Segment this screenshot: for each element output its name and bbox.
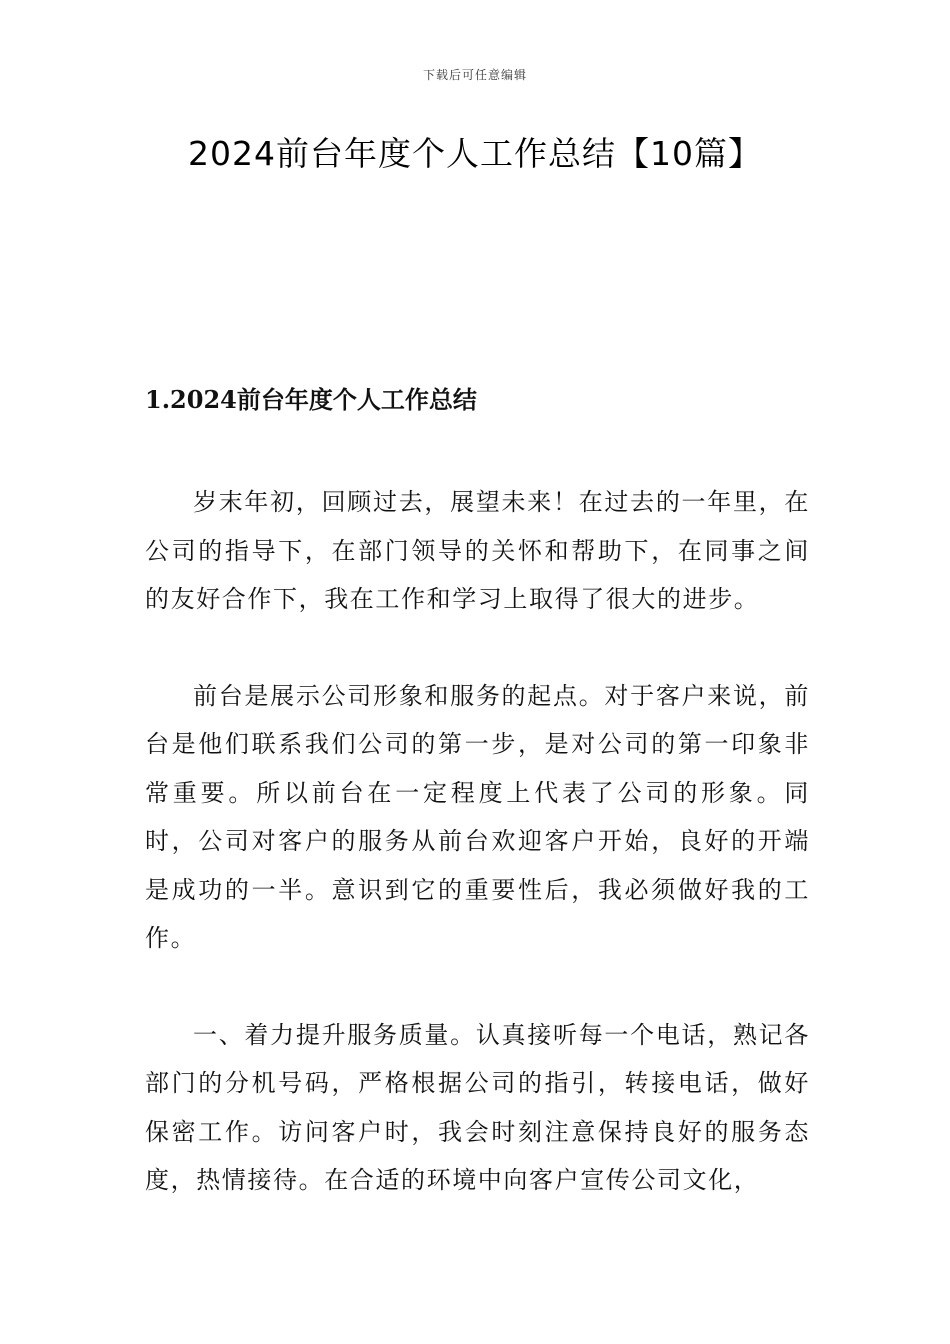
body-text: [145, 478, 810, 1253]
section-heading: 1.2024前台年度个人工作总结: [145, 385, 477, 414]
paragraph-3: 一、着力提升服务质量。认真接听每一个电话，熟记各部门的分机号码，严格根据公司的指引，转接电话，做好保密工作。访问客户时，我会时刻注意保持良好的服务态度，热情接待。在合适的环境中向客户宣传公司文化，: [145, 1020, 810, 1194]
header-note: 下载后可任意编辑: [422, 68, 527, 82]
paragraph-2: 前台是展示公司形象和服务的起点。对于客户来说，前台是他们联系我们公司的第一步，是对公司的第一印象非常重要。所以前台在一定程度上代表了公司的形象。同时，公司对客户的服务从前台欢迎客户开始，良好的开端是成功的一半。意识到它的重要性后，我必须做好我的工作。: [145, 681, 810, 952]
document-title: 2024前台年度个人工作总结【10篇】: [188, 134, 762, 173]
paragraph-1: 岁末年初，回顾过去，展望未来！在过去的一年里，在公司的指导下，在部门领导的关怀和帮助下，在同事之间的友好合作下，我在工作和学习上取得了很大的进步。: [145, 488, 810, 613]
